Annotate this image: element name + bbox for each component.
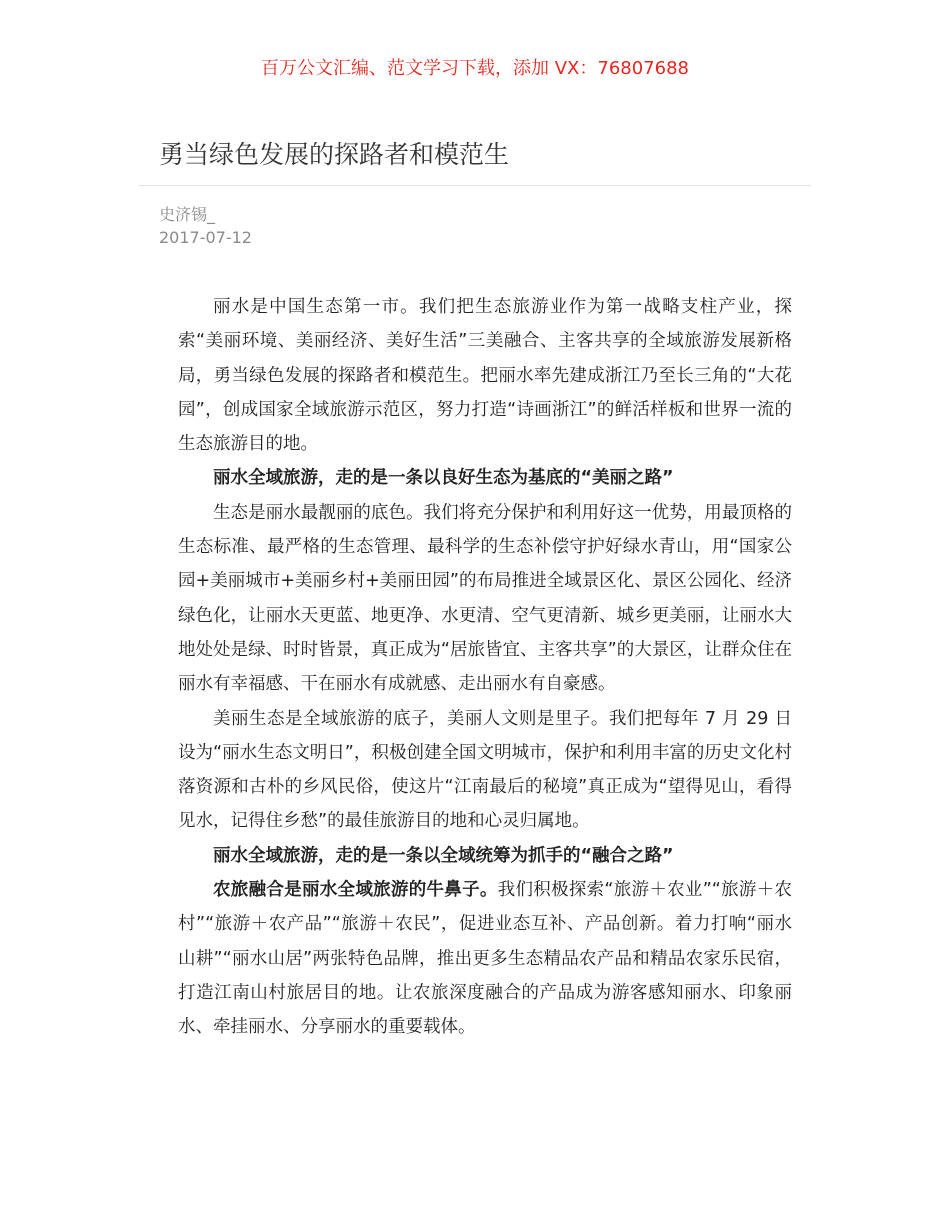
paragraph: 丽水是中国生态第一市。我们把生态旅游业作为第一战略支柱产业，探索“美丽环境、美丽经济、美好生活”三美融合、主客共享的全域旅游发展新格局，勇当绿色发展的探路者和模范生。把丽水率先建成浙江乃至长三角的“大花园”，创成国家全域旅游示范区，努力打造“诗画浙江”的鲜活样板和世界一流的生态旅游目的地。 [178,297,792,455]
title-divider [139,185,811,186]
article-body [178,290,792,1045]
section-heading: 丽水全域旅游，走的是一条以全域统筹为抓手的“融合之路” [213,845,674,866]
article-title: 勇当绿色发展的探路者和模范生 [159,140,510,169]
article-author: 史济锡_ [159,205,216,224]
paragraph [178,873,792,1044]
paragraph: 美丽生态是全域旅游的底子，美丽人文则是里子。我们把每年 7 月 29 日设为“丽水生态文明日”，积极创建全国文明城市，保护和利用丰富的历史文化村落资源和古朴的乡风民俗，使这片“江南最后的秘境”真正成为“望得见山，看得见水，记得住乡愁”的最佳旅游目的地和心灵归属地。 [178,708,792,832]
promo-banner: 百万公文汇编、范文学习下载，添加 VX：76807688 [261,58,689,79]
paragraph: 生态是丽水最靓丽的底色。我们将充分保护和利用好这一优势，用最顶格的生态标准、最严格的生态管理、最科学的生态补偿守护好绿水青山，用“国家公园+美丽城市+美丽乡村+美丽田园”的布局推进全域景区化、景区公园化、经济绿色化，让丽水天更蓝、地更净、水更清、空气更清新、城乡更美丽，让丽水大地处处是绿、时时皆景，真正成为“居旅皆宜、主客共享”的大景区，让群众住在丽水有幸福感、干在丽水有成就感、走出丽水有自豪感。 [178,502,792,695]
paragraph-text: 我们积极探索“旅游＋农业”“旅游＋农村”“旅游＋农产品”“旅游＋农民”，促进业态互补、产品创新。着力打响“丽水山耕”“丽水山居”两张特色品牌，推出更多生态精品农产品和精品农家乐民宿，打造江南山村旅居目的地。让农旅深度融合的产品成为游客感知丽水、印象丽水、牵挂丽水、分享丽水的重要载体。 [178,880,793,1038]
paragraph-lead: 农旅融合是丽水全域旅游的牛鼻子。 [213,880,498,901]
article-date: 2017-07-12 [159,228,252,247]
section-heading: 丽水全域旅游，走的是一条以良好生态为基底的“美丽之路” [213,468,674,489]
